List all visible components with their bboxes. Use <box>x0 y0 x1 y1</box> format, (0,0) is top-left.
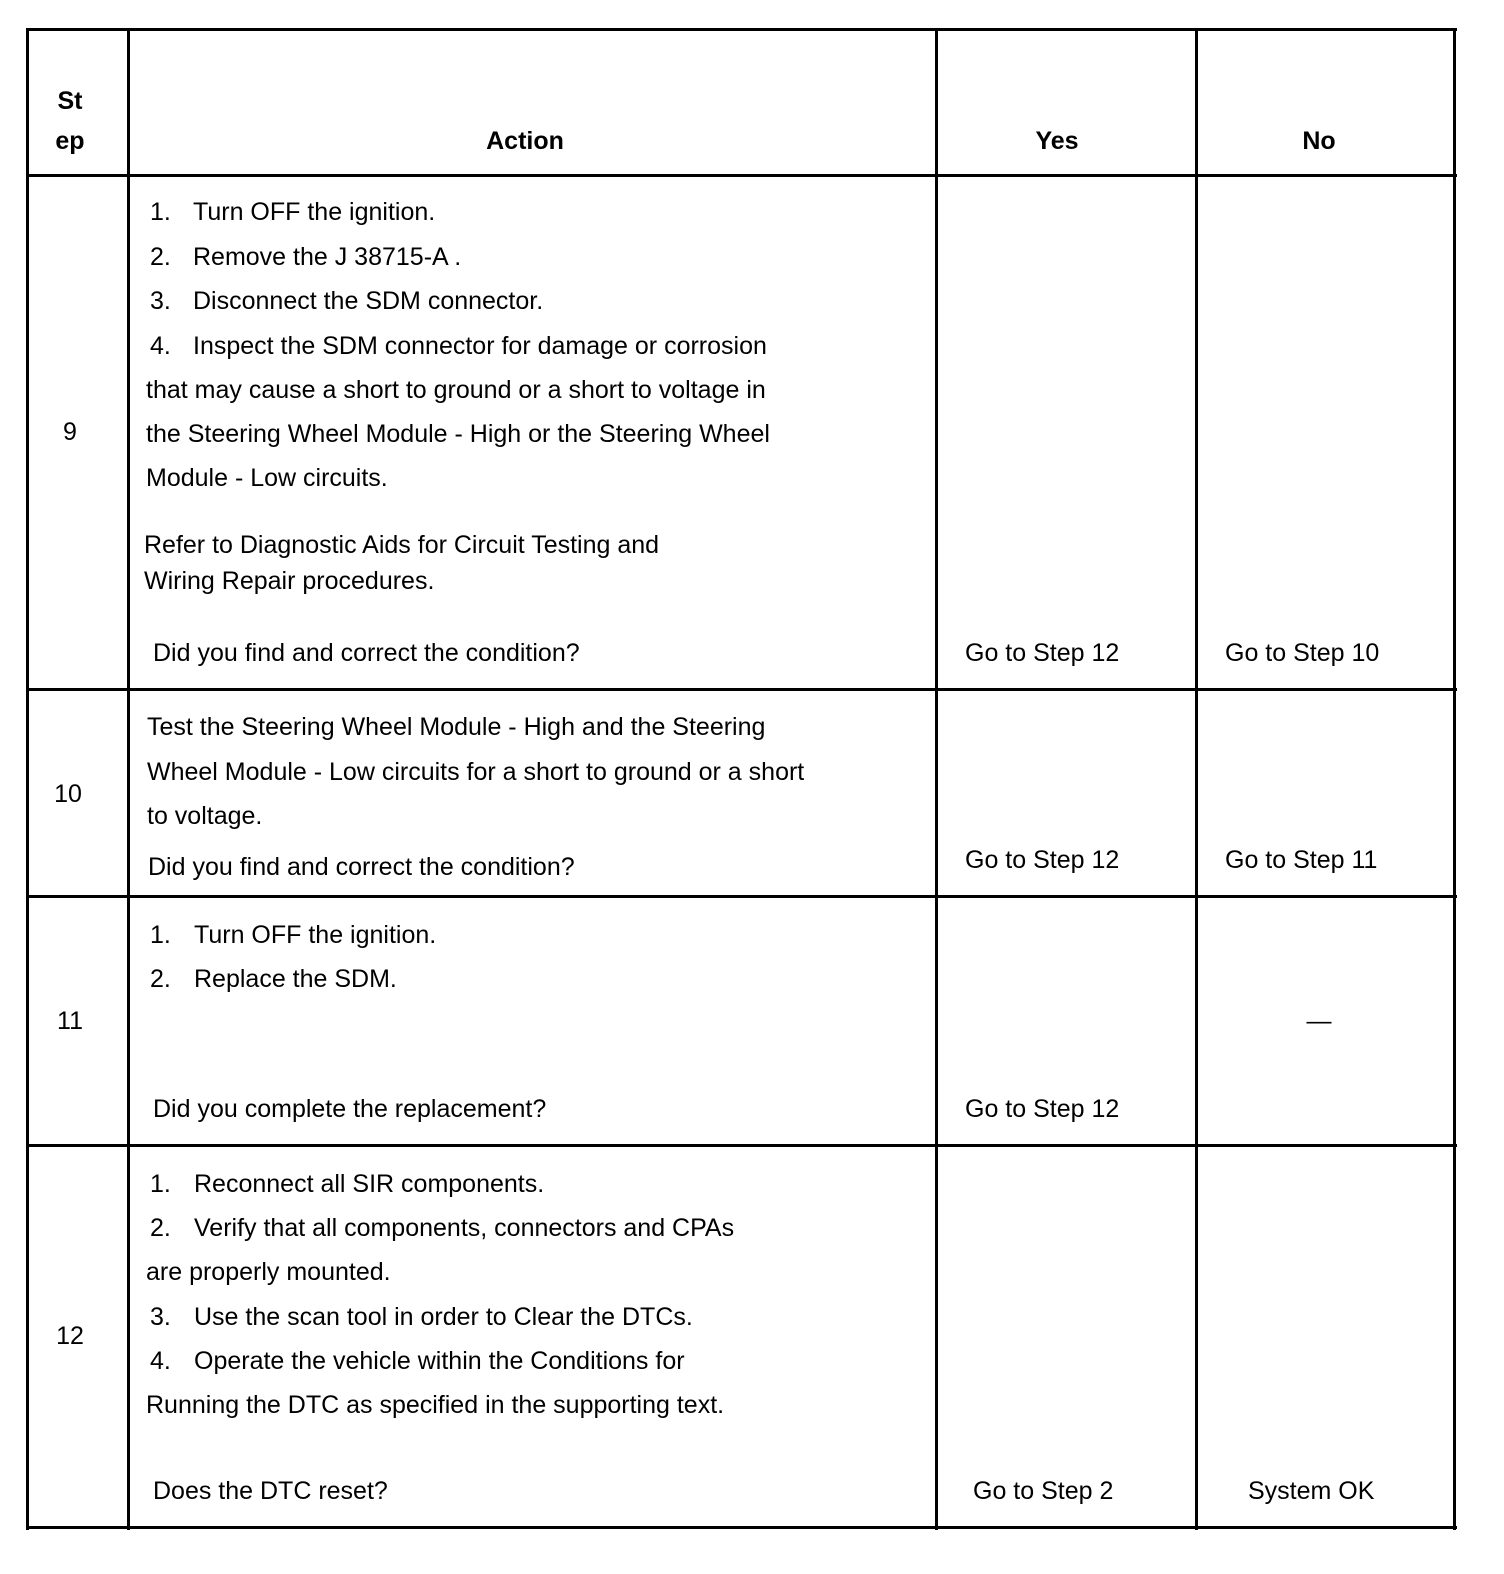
step-number: 12 <box>56 1322 84 1350</box>
no-result: Go to Step 11 <box>1225 846 1378 874</box>
table-border <box>26 1144 1457 1147</box>
table-border <box>935 28 938 1530</box>
action-text: Wheel Module - Low circuits for a short to ground or a short <box>147 758 805 786</box>
list-number: 4. <box>150 1347 171 1375</box>
question-text: Does the DTC reset? <box>153 1477 388 1505</box>
action-text: Turn OFF the ignition. <box>194 921 437 949</box>
table-border <box>1453 28 1456 1530</box>
action-text: Remove the J 38715-A . <box>193 243 462 271</box>
action-text: Disconnect the SDM connector. <box>193 287 544 315</box>
table-border <box>26 28 1457 31</box>
table-border <box>26 895 1457 898</box>
action-text: to voltage. <box>147 802 263 830</box>
action-text: Use the scan tool in order to Clear the DTCs. <box>194 1303 693 1331</box>
table-border <box>26 28 29 1530</box>
table-border <box>1195 28 1198 1530</box>
table-border <box>127 28 130 1530</box>
step-number: 10 <box>54 780 82 808</box>
action-text: Refer to Diagnostic Aids for Circuit Testing and <box>144 531 660 559</box>
no-result: — <box>1306 1007 1332 1035</box>
action-text: Inspect the SDM connector for damage or corrosion <box>193 332 767 360</box>
action-text: Test the Steering Wheel Module - High and the Steering <box>147 713 766 741</box>
action-text: Module - Low circuits. <box>146 464 388 492</box>
list-number: 1. <box>150 1170 171 1198</box>
question-text: Did you find and correct the condition? <box>148 853 575 881</box>
action-text: Replace the SDM. <box>194 965 397 993</box>
yes-result: Go to Step 12 <box>965 639 1120 667</box>
list-number: 1. <box>150 921 171 949</box>
list-number: 2. <box>150 965 171 993</box>
question-text: Did you find and correct the condition? <box>153 639 580 667</box>
question-text: Did you complete the replacement? <box>153 1095 547 1123</box>
action-text: are properly mounted. <box>146 1258 391 1286</box>
step-number: 9 <box>63 418 77 446</box>
header-action: Action <box>486 127 564 155</box>
table-border <box>26 174 1457 177</box>
list-number: 1. <box>150 198 171 226</box>
step-number: 11 <box>57 1007 83 1035</box>
table-border <box>26 1526 1457 1529</box>
list-number: 3. <box>150 287 171 315</box>
action-text: that may cause a short to ground or a short to voltage in <box>146 376 766 404</box>
yes-result: Go to Step 2 <box>973 1477 1114 1505</box>
action-text: Reconnect all SIR components. <box>194 1170 545 1198</box>
action-text: Running the DTC as specified in the supporting text. <box>146 1391 725 1419</box>
header-step: St <box>57 87 83 115</box>
action-text: Wiring Repair procedures. <box>144 567 435 595</box>
list-number: 2. <box>150 1214 171 1242</box>
action-text: Turn OFF the ignition. <box>193 198 436 226</box>
action-text: the Steering Wheel Module - High or the Steering Wheel <box>146 420 770 448</box>
yes-result: Go to Step 12 <box>965 1095 1120 1123</box>
list-number: 2. <box>150 243 171 271</box>
no-result: System OK <box>1248 1477 1375 1505</box>
header-yes: Yes <box>1035 127 1079 155</box>
header-no: No <box>1302 127 1336 155</box>
action-text: Verify that all components, connectors and CPAs <box>194 1214 735 1242</box>
table-border <box>26 688 1457 691</box>
list-number: 3. <box>150 1303 171 1331</box>
action-text: Operate the vehicle within the Conditions for <box>194 1347 685 1375</box>
yes-result: Go to Step 12 <box>965 846 1120 874</box>
list-number: 4. <box>150 332 171 360</box>
no-result: Go to Step 10 <box>1225 639 1380 667</box>
header-step: ep <box>55 127 85 155</box>
